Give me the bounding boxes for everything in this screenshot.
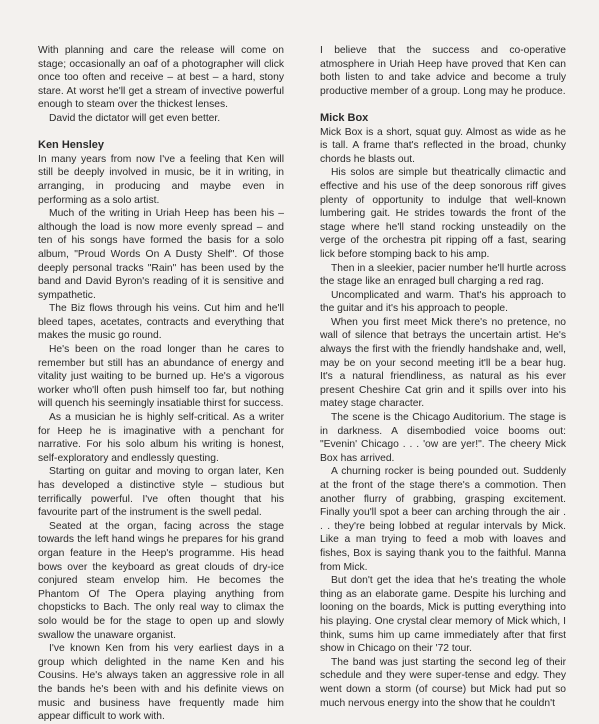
intro-paragraph: David the dictator will get even better. (49, 112, 221, 124)
intro-paragraph: I believe that the success and co-operative atmosphere in Uriah Heep have proved that Ken can both listen to and take advice and become a truly productive member of a group. Long may he produce. (320, 45, 566, 97)
body-paragraph: Then in a sleekier, pacier number he'll hurtle across the stage like an enraged bull charging a red rag. (320, 262, 566, 288)
body-paragraph: Mick Box is a short, squat guy. Almost as wide as he is tall. A frame that's reflected in the broad, chunky chords he blasts out. (320, 126, 566, 165)
section-gap (38, 126, 284, 140)
intro-paragraph: With planning and care the release will come on stage; occasionally an oaf of a photographer will click once too often and receive – at best – a hard, stony stare. At worst he'll get a stream of invective powerful enough to steam over the thickest lenses. (38, 45, 284, 111)
body-paragraph: But don't get the idea that he's treating the whole thing as an elaborate game. Despite his lurching and looning on the boards, Mick is putting everything into his playing. One crystal clear memory of Mick which, I think, sums him up came immediately after that first show in Chicago on their '72 tour. (320, 575, 566, 655)
body-paragraph: The band was just starting the second leg of their schedule and they were super-tense and edgy. They went down a storm (of course) but Mick had put so much nervous energy into the show that he couldn't (320, 656, 566, 709)
left-column (38, 44, 284, 724)
body-paragraph: The Biz flows through his veins. Cut him and he'll bleed tapes, acetates, contracts and everything that makes the music go round. (38, 303, 284, 342)
body-paragraph: Much of the writing in Uriah Heep has been his – although the load is now more evenly spread – and ten of his songs have formed the basis for a solo album, "Proud Words On A Dusty Shelf". Of those deeply personal tracks "Rain" has been used by the band and David Byron's reading of it is sensitive and sympathetic. (38, 208, 284, 301)
body-paragraph: Uncomplicated and warm. That's his approach to the guitar and it's his approach to people. (320, 289, 566, 315)
body-paragraph: The scene is the Chicago Auditorium. The stage is in darkness. A disembodied voice booms out: "Evenin' Chicago . . . 'ow are yer!". The cheery Mick Box has arrived. (320, 412, 566, 464)
body-paragraph: When you first meet Mick there's no pretence, no wall of silence that betrays the uncertain artist. He's always the first with the friendly handshake and, well, may be on your second meeting it'll be a bear hug. It's a natural friendliness, as natural as his ever present Cheshire Cat grin and it spills over into his matey stage character. (320, 316, 566, 410)
body-paragraph: A churning rocker is being pounded out. Suddenly at the front of the stage there's a commotion. Then another flurry of grabbing, grasping excitement. Finally you'll spot a beer can arching through the air . . . they're being lobbed at regular intervals by Mick. Like a man trying to feed a mob with loaves and fishes, Box is saying thank you to the faithful. Manna from Mick. (320, 466, 566, 573)
body-paragraph: As a musician he is highly self-critical. As a writer for Heep he is imaginative with a penchant for narrative. For his solo album his writing is honest, self-exploratory and endlessly questing. (38, 412, 284, 464)
section-heading-ken-hensley: Ken Hensley (38, 139, 105, 152)
body-paragraph: I've known Ken from his very earliest days in a group which delighted in the name Ken and his Cousins. He's always taken an aggressive role in all the bands he's been with and his definite views on music and business have frequently made him appear difficult to work with. (38, 643, 284, 723)
body-paragraph: Seated at the organ, facing across the stage towards the left hand wings he prepares for his grand organ feature in the Heep's programme. His head bows over the keyboard as great clouds of dry-ice conjured steam envelop him. He becomes the Phantom Of The Opera playing anything from chopsticks to Bach. The only real way to climax the solo would be for the stage to open up and slowly swallow the unaware organist. (38, 520, 284, 641)
body-paragraph: Starting on guitar and moving to organ later, Ken has developed a distinctive style – studious but terrifically powerful. I've often thought that his favourite part of the instrument is the swell pedal. (38, 466, 284, 519)
body-paragraph: He's been on the road longer than he cares to remember but still has an abundance of energy and vitality just waiting to be burned up. He's a vigorous worker who'll often push himself too far, but nothing will quench his seemingly insatiable thirst for success. (38, 344, 284, 410)
section-heading-mick-box: Mick Box (320, 111, 369, 124)
right-column (320, 44, 566, 710)
body-paragraph: His solos are simple but theatrically climactic and effective and his use of the deep sonorous riff gives plenty of opportunity to indulge that well-known lumbering gait. He strides towards the front of the stage where he'll stand rocking unsteadily on the verge of the orchestra pit ripping off a fast, searing lick before stomping back to his amp. (320, 167, 566, 260)
section-gap (320, 98, 566, 112)
body-paragraph: In many years from now I've a feeling that Ken will still be deeply involved in music, be it in writing, in arranging, in producing and maybe even in performing as a solo artist. (38, 153, 284, 206)
